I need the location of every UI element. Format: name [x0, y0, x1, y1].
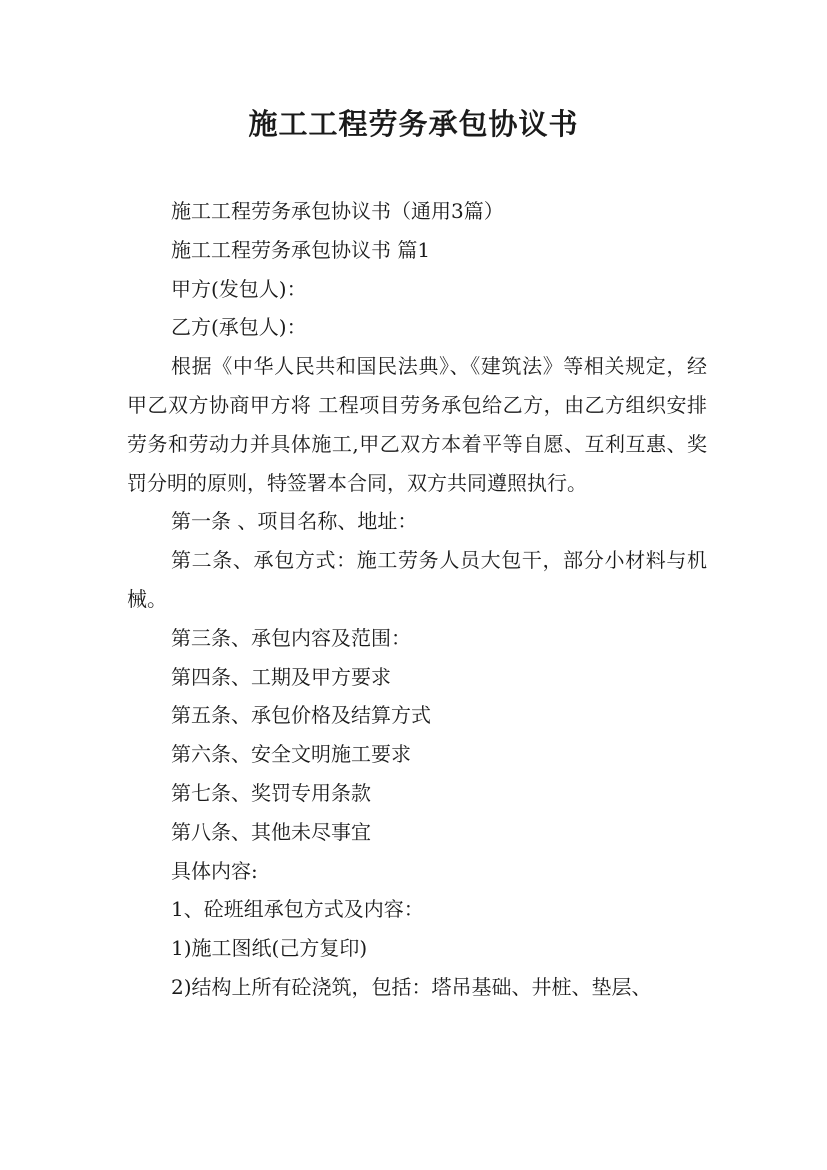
document-title: 施工工程劳务承包协议书: [248, 107, 579, 141]
paragraph-details-heading: 具体内容:: [171, 858, 258, 883]
paragraph-article-7: 第七条、奖罚专用条款: [171, 780, 371, 805]
paragraph-party-a: 甲方(发包人)：: [171, 276, 307, 301]
paragraph-article-2: 第二条、承包方式：施工劳务人员大包干，部分小材料与机械。: [127, 548, 707, 611]
paragraph-article-4: 第四条、工期及甲方要求: [171, 664, 391, 689]
paragraph-party-b: 乙方(承包人)：: [171, 315, 307, 340]
paragraph-item-1-2: 2)结构上所有砼浇筑，包括：塔吊基础、井桩、垫层、: [171, 974, 652, 999]
paragraph-article-5: 第五条、承包价格及结算方式: [171, 703, 431, 728]
paragraph-article-6: 第六条、安全文明施工要求: [171, 742, 411, 767]
paragraph-subtitle: 施工工程劳务承包协议书（通用3篇）: [171, 199, 504, 223]
paragraph-article-8: 第八条、其他未尽事宜: [171, 819, 371, 844]
paragraph-section-heading: 施工工程劳务承包协议书 篇1: [171, 237, 431, 262]
document-body: [127, 192, 707, 1007]
paragraph-preamble: 根据《中华人民共和国民法典》、《建筑法》等相关规定，经甲乙双方协商甲方将 工程项目劳务承包给乙方，由乙方组织安排劳务和劳动力并具体施工,甲乙双方本着平等自愿、互利互惠、奖罚分明的原则，特签署本合同，双方共同遵照执行。: [127, 354, 707, 495]
paragraph-article-3: 第三条、承包内容及范围：: [171, 625, 411, 650]
paragraph-item-1: 1、砼班组承包方式及内容：: [171, 897, 424, 922]
paragraph-article-1: 第一条 、项目名称、地址：: [171, 509, 418, 534]
paragraph-item-1-1: 1)施工图纸(己方复印): [171, 936, 368, 961]
